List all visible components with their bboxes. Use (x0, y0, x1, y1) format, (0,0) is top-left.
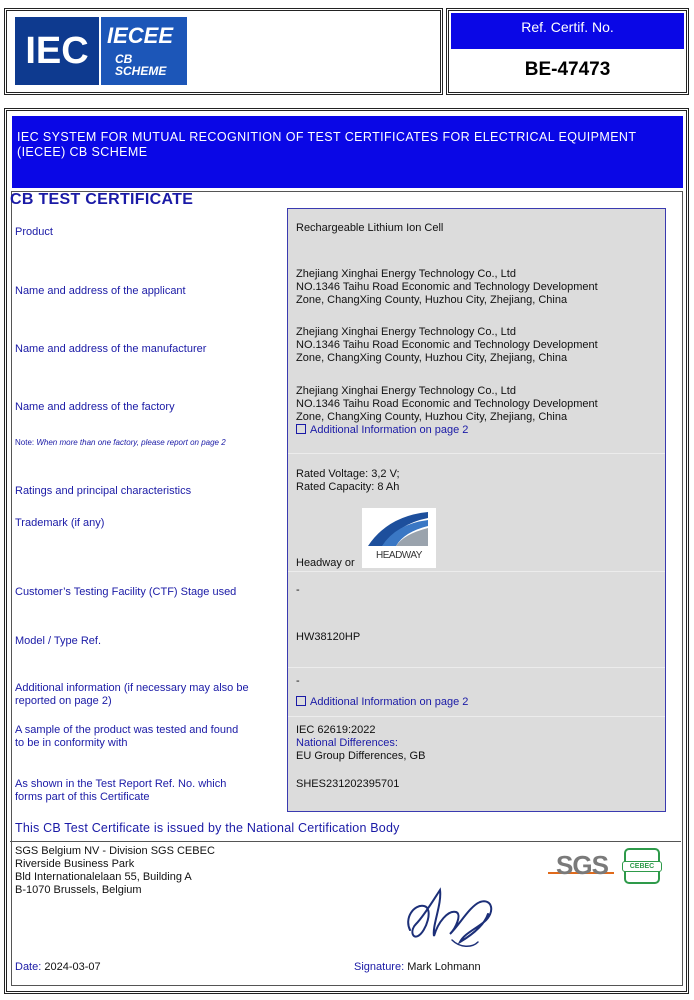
headway-logo (362, 508, 436, 568)
factory-note (15, 438, 226, 447)
cb-text: CB (115, 52, 133, 66)
factory-label: Name and address of the factory (15, 401, 175, 413)
panel-divider (288, 716, 665, 717)
cebec-logo-text: CEBEC (622, 861, 662, 872)
handwritten-signature (400, 882, 510, 954)
product-label: Product (15, 226, 53, 238)
model-label: Model / Type Ref. (15, 635, 102, 647)
additional-info-option-text: Additional Information on page 2 (310, 696, 469, 708)
additional-info-label-line: reported on page 2) (15, 695, 112, 707)
certificate-title: CB TEST CERTIFICATE (10, 191, 194, 208)
additional-info-checkbox[interactable] (296, 424, 306, 434)
report-value: SHES231202395701 (296, 778, 400, 790)
ncb-line: SGS Belgium NV - Division SGS CEBEC (15, 845, 215, 857)
additional-info-page2-checkbox[interactable] (296, 696, 306, 706)
ratings-line: Rated Voltage: 3,2 V; (296, 468, 400, 480)
iecee-system-band: IEC SYSTEM FOR MUTUAL RECOGNITION OF TEST CERTIFICATES FOR ELECTRICAL EQUIPMENT (IECEE) CB SCHEME (12, 116, 683, 188)
signature-value: Mark Lohmann (407, 961, 481, 973)
date-value: 2024-03-07 (44, 961, 101, 973)
panel-divider (288, 571, 665, 572)
national-differences-value: EU Group Differences, GB (296, 750, 426, 762)
ctf-value: - (296, 584, 300, 596)
date-field (15, 961, 101, 973)
iec-logo: IEC (15, 17, 99, 85)
factory-additional-info[interactable] (296, 424, 598, 437)
sample-value (296, 724, 425, 763)
signature-label: Signature: (354, 961, 405, 973)
report-label-line: forms part of this Certificate (15, 791, 150, 803)
manufacturer-value (296, 326, 598, 365)
national-differences-label: National Differences: (296, 737, 398, 749)
headway-logo-text: HEADWAY (376, 550, 422, 561)
trademark-label: Trademark (if any) (15, 517, 105, 529)
applicant-label: Name and address of the applicant (15, 285, 186, 297)
header-logo-box (4, 8, 443, 95)
ratings-label: Ratings and principal characteristics (15, 485, 192, 497)
scheme-text: SCHEME (115, 64, 167, 78)
iecee-cb-scheme-logo (101, 17, 187, 85)
ref-number: BE-47473 (524, 59, 611, 80)
manufacturer-line: Zone, ChangXing County, Huzhou City, Zhejiang, China (296, 352, 568, 364)
signature-field (354, 961, 481, 973)
manufacturer-line: Zhejiang Xinghai Energy Technology Co., Ltd (296, 326, 516, 338)
ratings-value (296, 468, 400, 494)
report-label (15, 778, 226, 804)
applicant-line: Zhejiang Xinghai Energy Technology Co., Ltd (296, 268, 516, 280)
ratings-line: Rated Capacity: 8 Ah (296, 481, 400, 493)
reference-box (446, 8, 689, 95)
applicant-line: Zone, ChangXing County, Huzhou City, Zhejiang, China (296, 294, 568, 306)
note-text: When more than one factory, please report on page 2 (36, 438, 226, 447)
ncb-divider (10, 841, 681, 842)
applicant-value (296, 268, 598, 307)
ncb-line: B-1070 Brussels, Belgium (15, 884, 142, 896)
panel-divider (288, 667, 665, 668)
factory-value (296, 385, 598, 437)
additional-info-value (296, 675, 468, 709)
applicant-line: NO.1346 Taihu Road Economic and Technology Development (296, 281, 598, 293)
ncb-line: Bld Internationalelaan 55, Building A (15, 871, 192, 883)
report-label-line: As shown in the Test Report Ref. No. which (15, 778, 227, 790)
ncb-line: Riverside Business Park (15, 858, 135, 870)
additional-info-label (15, 682, 249, 708)
panel-divider (288, 453, 665, 454)
factory-line: Zone, ChangXing County, Huzhou City, Zhejiang, China (296, 411, 568, 423)
factory-line: Zhejiang Xinghai Energy Technology Co., Ltd (296, 385, 516, 397)
manufacturer-line: NO.1346 Taihu Road Economic and Technology Development (296, 339, 598, 351)
additional-info-option[interactable] (296, 696, 468, 709)
sgs-logo-text: SGS (556, 850, 608, 880)
issued-statement: This CB Test Certificate is issued by the National Certification Body (15, 821, 400, 835)
standard-value: IEC 62619:2022 (296, 724, 376, 736)
ref-label: Ref. Certif. No. (451, 13, 684, 49)
sample-label (15, 724, 238, 750)
trademark-value: Headway or (296, 557, 355, 569)
sample-label-line: A sample of the product was tested and found (15, 724, 239, 736)
additional-info-dash: - (296, 675, 300, 687)
ctf-label: Customer’s Testing Facility (CTF) Stage used (15, 586, 237, 598)
iecee-logo-text: IECEE (107, 23, 174, 48)
sample-label-line: to be in conformity with (15, 737, 128, 749)
model-value: HW38120HP (296, 631, 361, 643)
sgs-logo (548, 848, 618, 884)
product-value: Rechargeable Lithium Ion Cell (296, 222, 444, 234)
note-prefix: Note: (15, 438, 35, 447)
cebec-logo (624, 848, 660, 884)
manufacturer-label: Name and address of the manufacturer (15, 343, 207, 355)
date-label: Date: (15, 961, 42, 973)
factory-line: NO.1346 Taihu Road Economic and Technology Development (296, 398, 598, 410)
additional-info-label-line: Additional information (if necessary may also be (15, 682, 249, 694)
cb-scheme-text (115, 53, 166, 77)
factory-additional-text: Additional Information on page 2 (310, 424, 469, 436)
